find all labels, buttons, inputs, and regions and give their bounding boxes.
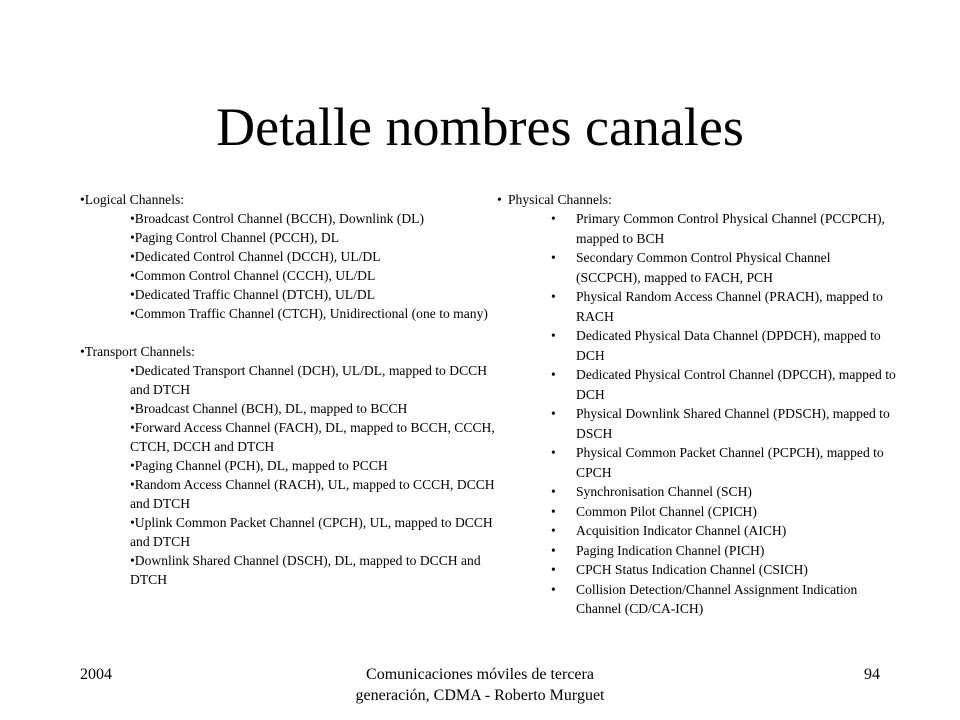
- list-item: • Common Pilot Channel (CPICH): [551, 503, 757, 519]
- bullet: •: [497, 192, 502, 207]
- bullet: •: [80, 344, 85, 359]
- list-item: • Primary Common Control Physical Channel (PCCPCH), mapped to BCH: [551, 211, 885, 246]
- list-item: •Dedicated Control Channel (DCCH), UL/DL: [130, 249, 381, 264]
- list-item: • Synchronisation Channel (SCH): [551, 484, 752, 499]
- list-item: •Downlink Shared Channel (DSCH), DL, mapped to DCCH and DTCH: [130, 553, 481, 587]
- footer-year: 2004: [80, 666, 112, 683]
- transport-channels-section: [80, 342, 500, 589]
- list-item: •Paging Control Channel (PCCH), DL: [130, 230, 340, 245]
- page-number: 94: [864, 666, 880, 683]
- left-column: [80, 190, 500, 589]
- list-item: •Uplink Common Packet Channel (CPCH), UL, mapped to DCCH and DTCH: [130, 515, 493, 549]
- list-item: • Physical Downlink Shared Channel (PDSCH), mapped to DSCH: [551, 406, 890, 441]
- list-item: • Dedicated Physical Control Channel (DPCCH), mapped to DCH: [551, 367, 896, 402]
- list-item: • Collision Detection/Channel Assignment Indication Channel (CD/CA-ICH): [551, 581, 858, 616]
- list-item: •Dedicated Transport Channel (DCH), UL/DL, mapped to DCCH and DTCH: [130, 363, 488, 397]
- list-item: •Forward Access Channel (FACH), DL, mapped to BCCH, CCCH, CTCH, DCCH and DTCH: [130, 420, 495, 454]
- list-item: •Broadcast Channel (BCH), DL, mapped to BCCH: [130, 401, 408, 416]
- physical-channels-heading: Physical Channels:: [508, 192, 612, 207]
- list-item: • CPCH Status Indication Channel (CSICH): [551, 562, 808, 577]
- list-item: • Dedicated Physical Data Channel (DPDCH), mapped to DCH: [551, 328, 881, 363]
- list-item: • Paging Indication Channel (PICH): [551, 542, 765, 558]
- list-item: • Physical Random Access Channel (PRACH), mapped to RACH: [551, 289, 883, 324]
- list-item: • Physical Common Packet Channel (PCPCH), mapped to CPCH: [551, 445, 884, 480]
- transport-channels-heading: Transport Channels:: [84, 344, 195, 359]
- list-item: •Common Control Channel (CCCH), UL/DL: [130, 268, 376, 283]
- logical-channels-heading: Logical Channels:: [84, 192, 185, 207]
- list-item: •Broadcast Control Channel (BCCH), Downlink (DL): [130, 211, 424, 226]
- list-item: •Common Traffic Channel (CTCH), Unidirectional (one to many): [130, 306, 488, 321]
- list-item: •Dedicated Traffic Channel (DTCH), UL/DL: [130, 287, 375, 302]
- bullet: •: [80, 192, 85, 207]
- list-item: •Paging Channel (PCH), DL, mapped to PCCH: [130, 458, 388, 473]
- list-item: • Acquisition Indicator Channel (AICH): [551, 523, 787, 538]
- logical-channels-list: [130, 209, 500, 323]
- slide-title: Detalle nombres canales: [216, 97, 744, 157]
- physical-channels-list: [497, 209, 897, 619]
- list-item: •Random Access Channel (RACH), UL, mapped to CCCH, DCCH and DTCH: [130, 477, 495, 511]
- right-column: [497, 190, 897, 619]
- footer-course-title: Comunicaciones móviles de tercera generación, CDMA - Roberto Murguet: [355, 666, 605, 704]
- logical-channels-section: [80, 190, 500, 323]
- transport-channels-list: [130, 361, 500, 589]
- list-item: • Secondary Common Control Physical Channel (SCCPCH), mapped to FACH, PCH: [551, 250, 831, 285]
